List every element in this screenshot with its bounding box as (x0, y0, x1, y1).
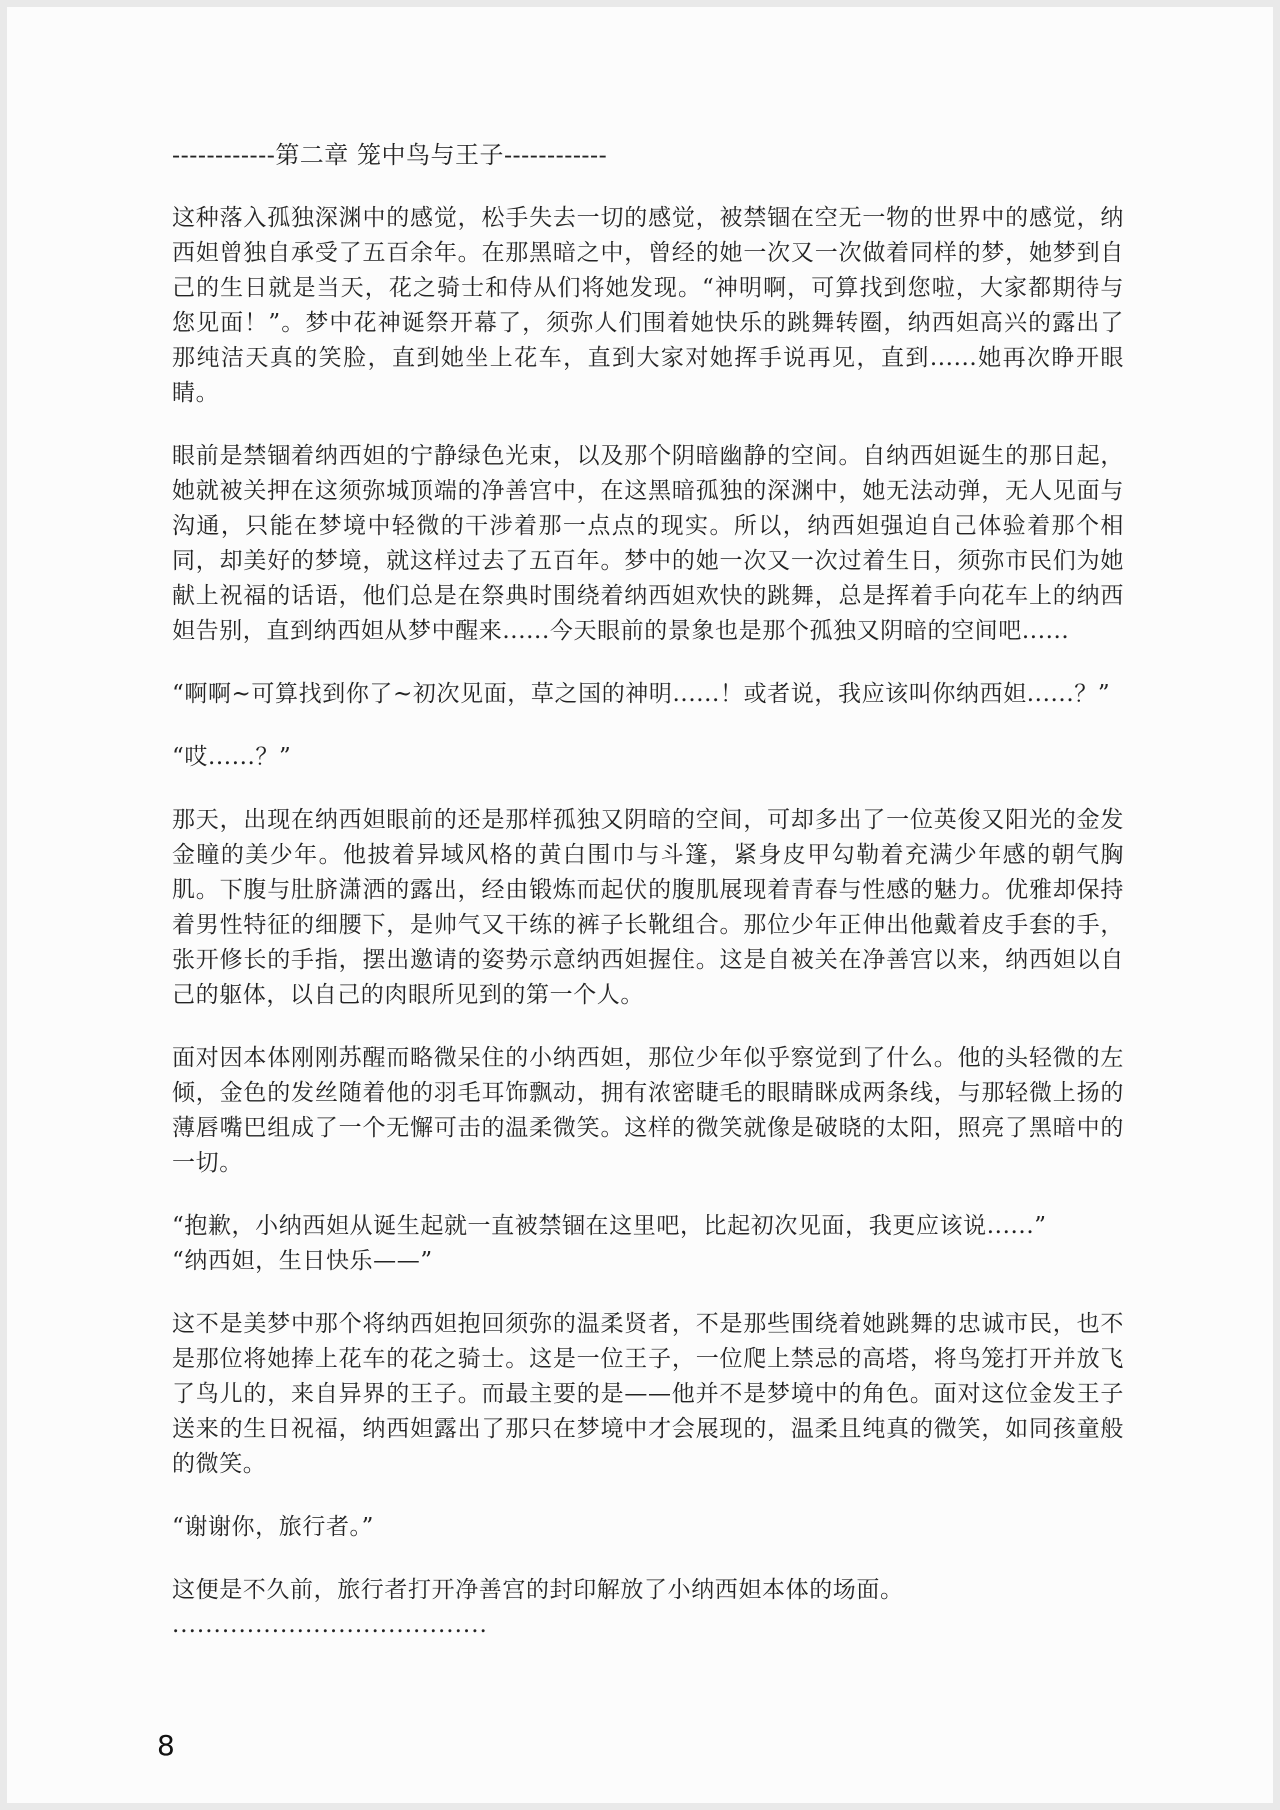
page-number: 8 (157, 1729, 175, 1762)
text-column (172, 138, 1124, 1671)
dialogue-line: “抱歉，小纳西妲从诞生起就一直被禁锢在这里吧，比起初次见面，我更应该说......” (172, 1213, 1047, 1239)
dialogue-line: “纳西妲，生日快乐——” (172, 1248, 433, 1274)
paragraph: 眼前是禁锢着纳西妲的宁静绿色光束，以及那个阴暗幽静的空间。自纳西妲诞生的那日起，她就被关押在这须弥城顶端的净善宫中，在这黑暗孤独的深渊中，她无法动弹，无人见面与沟通，只能在梦境中轻微的干涉着那一点点的现实。所以，纳西妲强迫自己体验着那个相同，却美好的梦境，就这样过去了五百年。梦中的她一次又一次过着生日，须弥市民们为她献上祝福的话语，他们总是在祭典时围绕着纳西妲欢快的跳舞，总是挥着手向花车上的纳西妲告别，直到纳西妲从梦中醒来......今天眼前的景象也是那个孤独又阴暗的空间吧...... (172, 443, 1124, 644)
dialogue-line: “啊啊~可算找到你了~初次见面，草之国的神明......！或者说，我应该叫你纳西妲......？” (172, 681, 1111, 707)
chapter-title: ------------第二章 笼中鸟与王子------------ (172, 141, 608, 169)
dialogue-line: “谢谢你，旅行者。” (172, 1514, 375, 1540)
paragraph: 那天，出现在纳西妲眼前的还是那样孤独又阴暗的空间，可却多出了一位英俊又阳光的金发金瞳的美少年。他披着异域风格的黄白围巾与斗篷，紧身皮甲勾勒着充满少年感的朝气胸肌。下腹与肚脐潇洒的露出，经由锻炼而起伏的腹肌展现着青春与性感的魅力。优雅却保持着男性特征的细腰下，是帅气又干练的裤子长靴组合。那位少年正伸出他戴着皮手套的手，张开修长的手指，摆出邀请的姿势示意纳西妲握住。这是自被关在净善宫以来，纳西妲以自己的躯体，以自己的肉眼所见到的第一个人。 (172, 807, 1124, 1008)
dots-separator: ...................................... (172, 1612, 488, 1638)
paragraph: 这种落入孤独深渊中的感觉，松手失去一切的感觉，被禁锢在空无一物的世界中的感觉，纳西妲曾独自承受了五百余年。在那黑暗之中，曾经的她一次又一次做着同样的梦，她梦到自己的生日就是当天，花之骑士和侍从们将她发现。“神明啊，可算找到您啦，大家都期待与您见面！”。梦中花神诞祭开幕了，须弥人们围着她快乐的跳舞转圈，纳西妲高兴的露出了那纯洁天真的笑脸，直到她坐上花车，直到大家对她挥手说再见，直到......她再次睁开眼睛。 (172, 205, 1124, 406)
paragraph: 这便是不久前，旅行者打开净善宫的封印解放了小纳西妲本体的场面。 (172, 1577, 904, 1603)
paragraph: 面对因本体刚刚苏醒而略微呆住的小纳西妲，那位少年似乎察觉到了什么。他的头轻微的左倾，金色的发丝随着他的羽毛耳饰飘动，拥有浓密睫毛的眼睛眯成两条线，与那轻微上扬的薄唇嘴巴组成了一个无懈可击的温柔微笑。这样的微笑就像是破晓的太阳，照亮了黑暗中的一切。 (172, 1045, 1124, 1176)
paragraph: 这不是美梦中那个将纳西妲抱回须弥的温柔贤者，不是那些围绕着她跳舞的忠诚市民，也不是那位将她捧上花车的花之骑士。这是一位王子，一位爬上禁忌的高塔，将鸟笼打开并放飞了鸟儿的，来自异界的王子。而最主要的是——他并不是梦境中的角色。面对这位金发王子送来的生日祝福，纳西妲露出了那只在梦境中才会展现的，温柔且纯真的微笑，如同孩童般的微笑。 (172, 1311, 1124, 1477)
dialogue-line: “哎......？” (172, 744, 292, 770)
